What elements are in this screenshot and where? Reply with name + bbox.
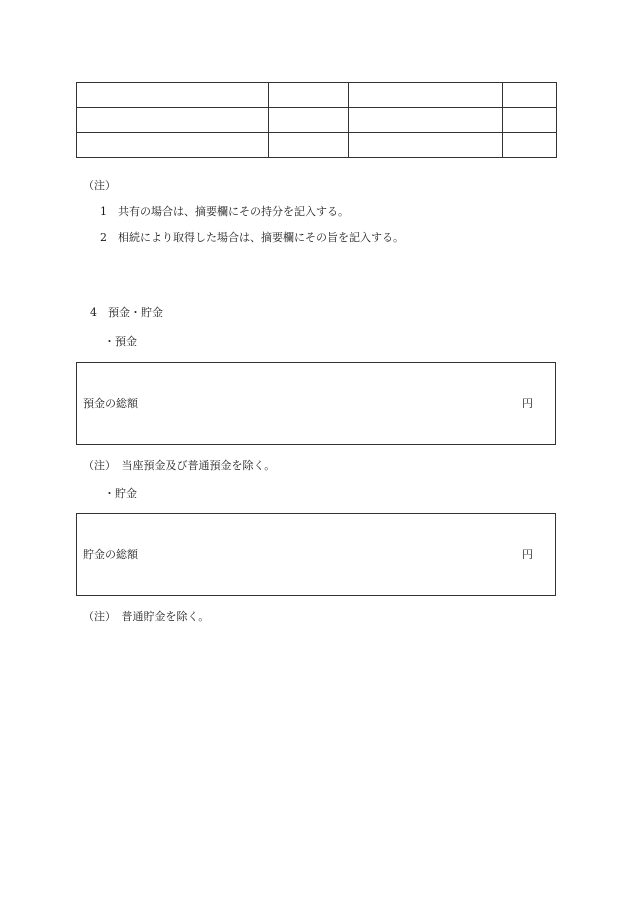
deposit-subheading: ・預金 xyxy=(104,335,137,348)
savings-note: （注） 普通貯金を除く。 xyxy=(83,610,210,623)
table-cell xyxy=(503,108,557,133)
deposit-unit: 円 xyxy=(522,397,533,410)
notes-heading: （注） xyxy=(83,179,116,192)
table-cell xyxy=(349,83,503,108)
savings-total-box xyxy=(76,513,556,596)
table-cell xyxy=(269,83,349,108)
section-heading: 4 預金・貯金 xyxy=(90,306,163,319)
table-row xyxy=(77,83,557,108)
table-cell xyxy=(77,108,269,133)
property-table xyxy=(76,82,557,158)
deposit-total-box xyxy=(76,362,556,445)
table-cell xyxy=(269,133,349,158)
savings-total-label: 貯金の総額 xyxy=(83,548,138,561)
table-row xyxy=(77,108,557,133)
table-cell xyxy=(503,133,557,158)
table-row xyxy=(77,133,557,158)
note-item: 2 相続により取得した場合は、摘要欄にその旨を記入する。 xyxy=(100,231,404,244)
table-cell xyxy=(77,83,269,108)
table-cell xyxy=(77,133,269,158)
note-item: 1 共有の場合は、摘要欄にその持分を記入する。 xyxy=(100,205,349,218)
deposit-note: （注） 当座預金及び普通預金を除く。 xyxy=(83,459,276,472)
table-cell xyxy=(503,83,557,108)
deposit-total-label: 預金の総額 xyxy=(83,397,138,410)
savings-unit: 円 xyxy=(522,548,533,561)
table-cell xyxy=(349,108,503,133)
savings-subheading: ・貯金 xyxy=(104,487,137,500)
table-cell xyxy=(269,108,349,133)
table-cell xyxy=(349,133,503,158)
